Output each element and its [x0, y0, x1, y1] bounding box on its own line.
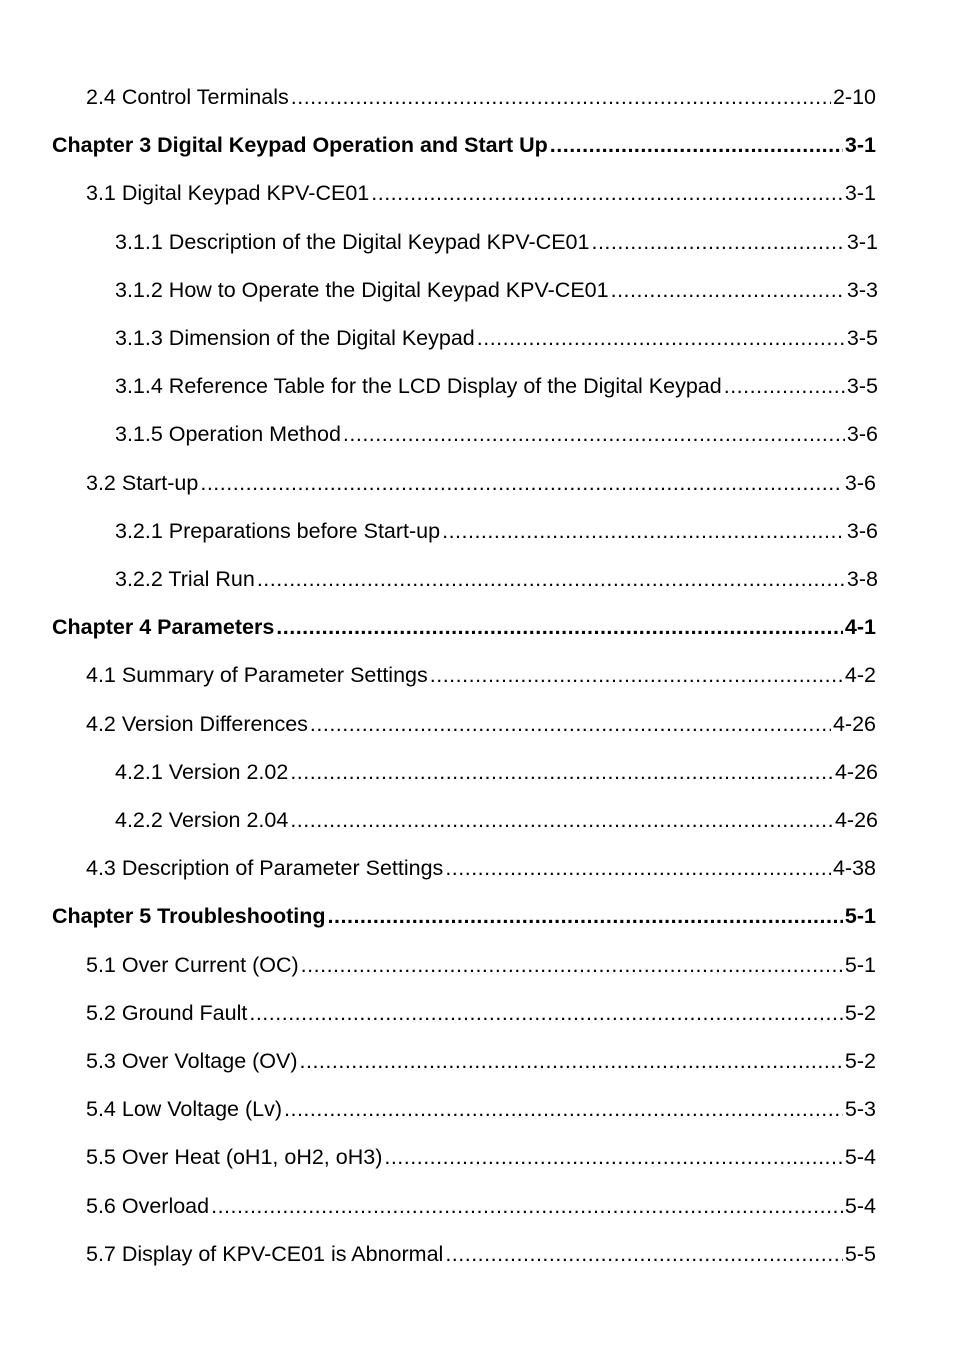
- toc-entry-page-number: 3-3: [846, 278, 878, 302]
- toc-entry-page-number: 3-1: [844, 133, 876, 157]
- toc-entry-page-number: 4-26: [832, 712, 876, 736]
- dot-leader: [300, 1046, 843, 1076]
- dot-leader: [211, 1191, 843, 1221]
- toc-section-entry[interactable]: [86, 660, 876, 690]
- toc-entry-page-number: 5-1: [844, 904, 876, 928]
- toc-section-entry[interactable]: [115, 516, 878, 546]
- toc-entry-page-number: 5-1: [844, 953, 876, 977]
- toc-entry-page-number: 4-38: [832, 856, 876, 880]
- toc-entry-page-number: 3-6: [844, 471, 876, 495]
- dot-leader: [430, 660, 843, 690]
- toc-entry-title: 5.7 Display of KPV-CE01 is Abnormal: [86, 1242, 444, 1266]
- toc-entry-title: 3.2.2 Trial Run: [115, 567, 255, 591]
- dot-leader: [445, 853, 831, 883]
- toc-section-entry[interactable]: [115, 227, 878, 257]
- dot-leader: [301, 950, 843, 980]
- toc-section-entry[interactable]: [86, 1046, 876, 1076]
- dot-leader: [290, 757, 833, 787]
- dot-leader: [371, 178, 843, 208]
- toc-entry-page-number: 4-26: [834, 808, 878, 832]
- dot-leader: [442, 516, 845, 546]
- dot-leader: [310, 709, 831, 739]
- dot-leader: [477, 323, 845, 353]
- toc-entry-title: 5.2 Ground Fault: [86, 1001, 248, 1025]
- toc-entry-title: 5.6 Overload: [86, 1194, 210, 1218]
- toc-entry-page-number: 5-2: [844, 1001, 876, 1025]
- dot-leader: [328, 901, 843, 931]
- toc-entry-title: Chapter 4 Parameters: [52, 615, 275, 639]
- toc-section-entry[interactable]: [86, 709, 876, 739]
- toc-entry-title: 3.1.4 Reference Table for the LCD Display of the Digital Keypad: [115, 374, 722, 398]
- toc-section-entry[interactable]: [86, 1191, 876, 1221]
- toc-entry-page-number: 3-6: [846, 422, 878, 446]
- toc-entry-page-number: 5-5: [844, 1242, 876, 1266]
- toc-section-entry[interactable]: [86, 950, 876, 980]
- toc-section-entry[interactable]: [86, 82, 876, 112]
- toc-entry-page-number: 3-1: [846, 230, 878, 254]
- toc-section-entry[interactable]: [115, 323, 878, 353]
- toc-entry-page-number: 4-2: [844, 663, 876, 687]
- dot-leader: [257, 564, 845, 594]
- toc-entry-title: 2.4 Control Terminals: [86, 85, 289, 109]
- dot-leader: [284, 1094, 843, 1124]
- toc-entry-title: 4.2.2 Version 2.04: [115, 808, 289, 832]
- dot-leader: [291, 82, 831, 112]
- toc-entry-page-number: 5-2: [844, 1049, 876, 1073]
- toc-entry-title: 4.2.1 Version 2.02: [115, 760, 289, 784]
- dot-leader: [290, 805, 833, 835]
- toc-chapter-entry[interactable]: [52, 612, 876, 642]
- dot-leader: [384, 1142, 843, 1172]
- toc-section-entry[interactable]: [115, 371, 878, 401]
- toc-section-entry[interactable]: [86, 1142, 876, 1172]
- toc-entry-page-number: 3-5: [846, 374, 878, 398]
- toc-entry-page-number: 4-26: [834, 760, 878, 784]
- toc-entry-title: 3.1.1 Description of the Digital Keypad KPV-CE01: [115, 230, 590, 254]
- toc-entry-title: Chapter 5 Troubleshooting: [52, 904, 326, 928]
- toc-entry-title: 5.4 Low Voltage (Lv): [86, 1097, 283, 1121]
- toc-entry-title: 3.2.1 Preparations before Start-up: [115, 519, 441, 543]
- dot-leader: [343, 419, 845, 449]
- toc-chapter-entry[interactable]: [52, 901, 876, 931]
- toc-entry-title: 5.5 Over Heat (oH1, oH2, oH3): [86, 1145, 383, 1169]
- toc-entry-page-number: 3-8: [846, 567, 878, 591]
- toc-entry-title: 4.1 Summary of Parameter Settings: [86, 663, 428, 687]
- toc-chapter-entry[interactable]: [52, 130, 876, 160]
- dot-leader: [200, 468, 843, 498]
- toc-entry-title: 3.1.2 How to Operate the Digital Keypad KPV-CE01: [115, 278, 609, 302]
- toc-entry-page-number: 5-4: [844, 1145, 876, 1169]
- toc-section-entry[interactable]: [115, 275, 878, 305]
- toc-section-entry[interactable]: [115, 805, 878, 835]
- toc-entry-title: 3.1.5 Operation Method: [115, 422, 341, 446]
- dot-leader: [445, 1239, 843, 1269]
- dot-leader: [591, 227, 844, 257]
- toc-entry-title: 4.3 Description of Parameter Settings: [86, 856, 444, 880]
- toc-entry-title: Chapter 3 Digital Keypad Operation and Start Up: [52, 133, 548, 157]
- toc-entry-page-number: 3-6: [846, 519, 878, 543]
- toc-entry-title: 3.1 Digital Keypad KPV-CE01: [86, 181, 370, 205]
- toc-section-entry[interactable]: [86, 1094, 876, 1124]
- toc-entry-title: 4.2 Version Differences: [86, 712, 308, 736]
- toc-entry-page-number: 5-3: [844, 1097, 876, 1121]
- dot-leader: [550, 130, 843, 160]
- toc-entry-title: 3.1.3 Dimension of the Digital Keypad: [115, 326, 475, 350]
- toc-entry-title: 5.1 Over Current (OC): [86, 953, 299, 977]
- toc-section-entry[interactable]: [86, 853, 876, 883]
- toc-entry-page-number: 3-1: [844, 181, 876, 205]
- toc-section-entry[interactable]: [115, 419, 878, 449]
- dot-leader: [724, 371, 845, 401]
- dot-leader: [611, 275, 845, 305]
- toc-section-entry[interactable]: [86, 468, 876, 498]
- dot-leader: [249, 998, 843, 1028]
- toc-entry-page-number: 3-5: [846, 326, 878, 350]
- toc-section-entry[interactable]: [86, 178, 876, 208]
- toc-section-entry[interactable]: [115, 564, 878, 594]
- toc-section-entry[interactable]: [86, 998, 876, 1028]
- toc-entry-title: 5.3 Over Voltage (OV): [86, 1049, 298, 1073]
- toc-section-entry[interactable]: [86, 1239, 876, 1269]
- toc-entry-page-number: 4-1: [844, 615, 876, 639]
- dot-leader: [276, 612, 843, 642]
- toc-entry-title: 3.2 Start-up: [86, 471, 199, 495]
- toc-entry-page-number: 5-4: [844, 1194, 876, 1218]
- toc-section-entry[interactable]: [115, 757, 878, 787]
- toc-entry-page-number: 2-10: [832, 85, 876, 109]
